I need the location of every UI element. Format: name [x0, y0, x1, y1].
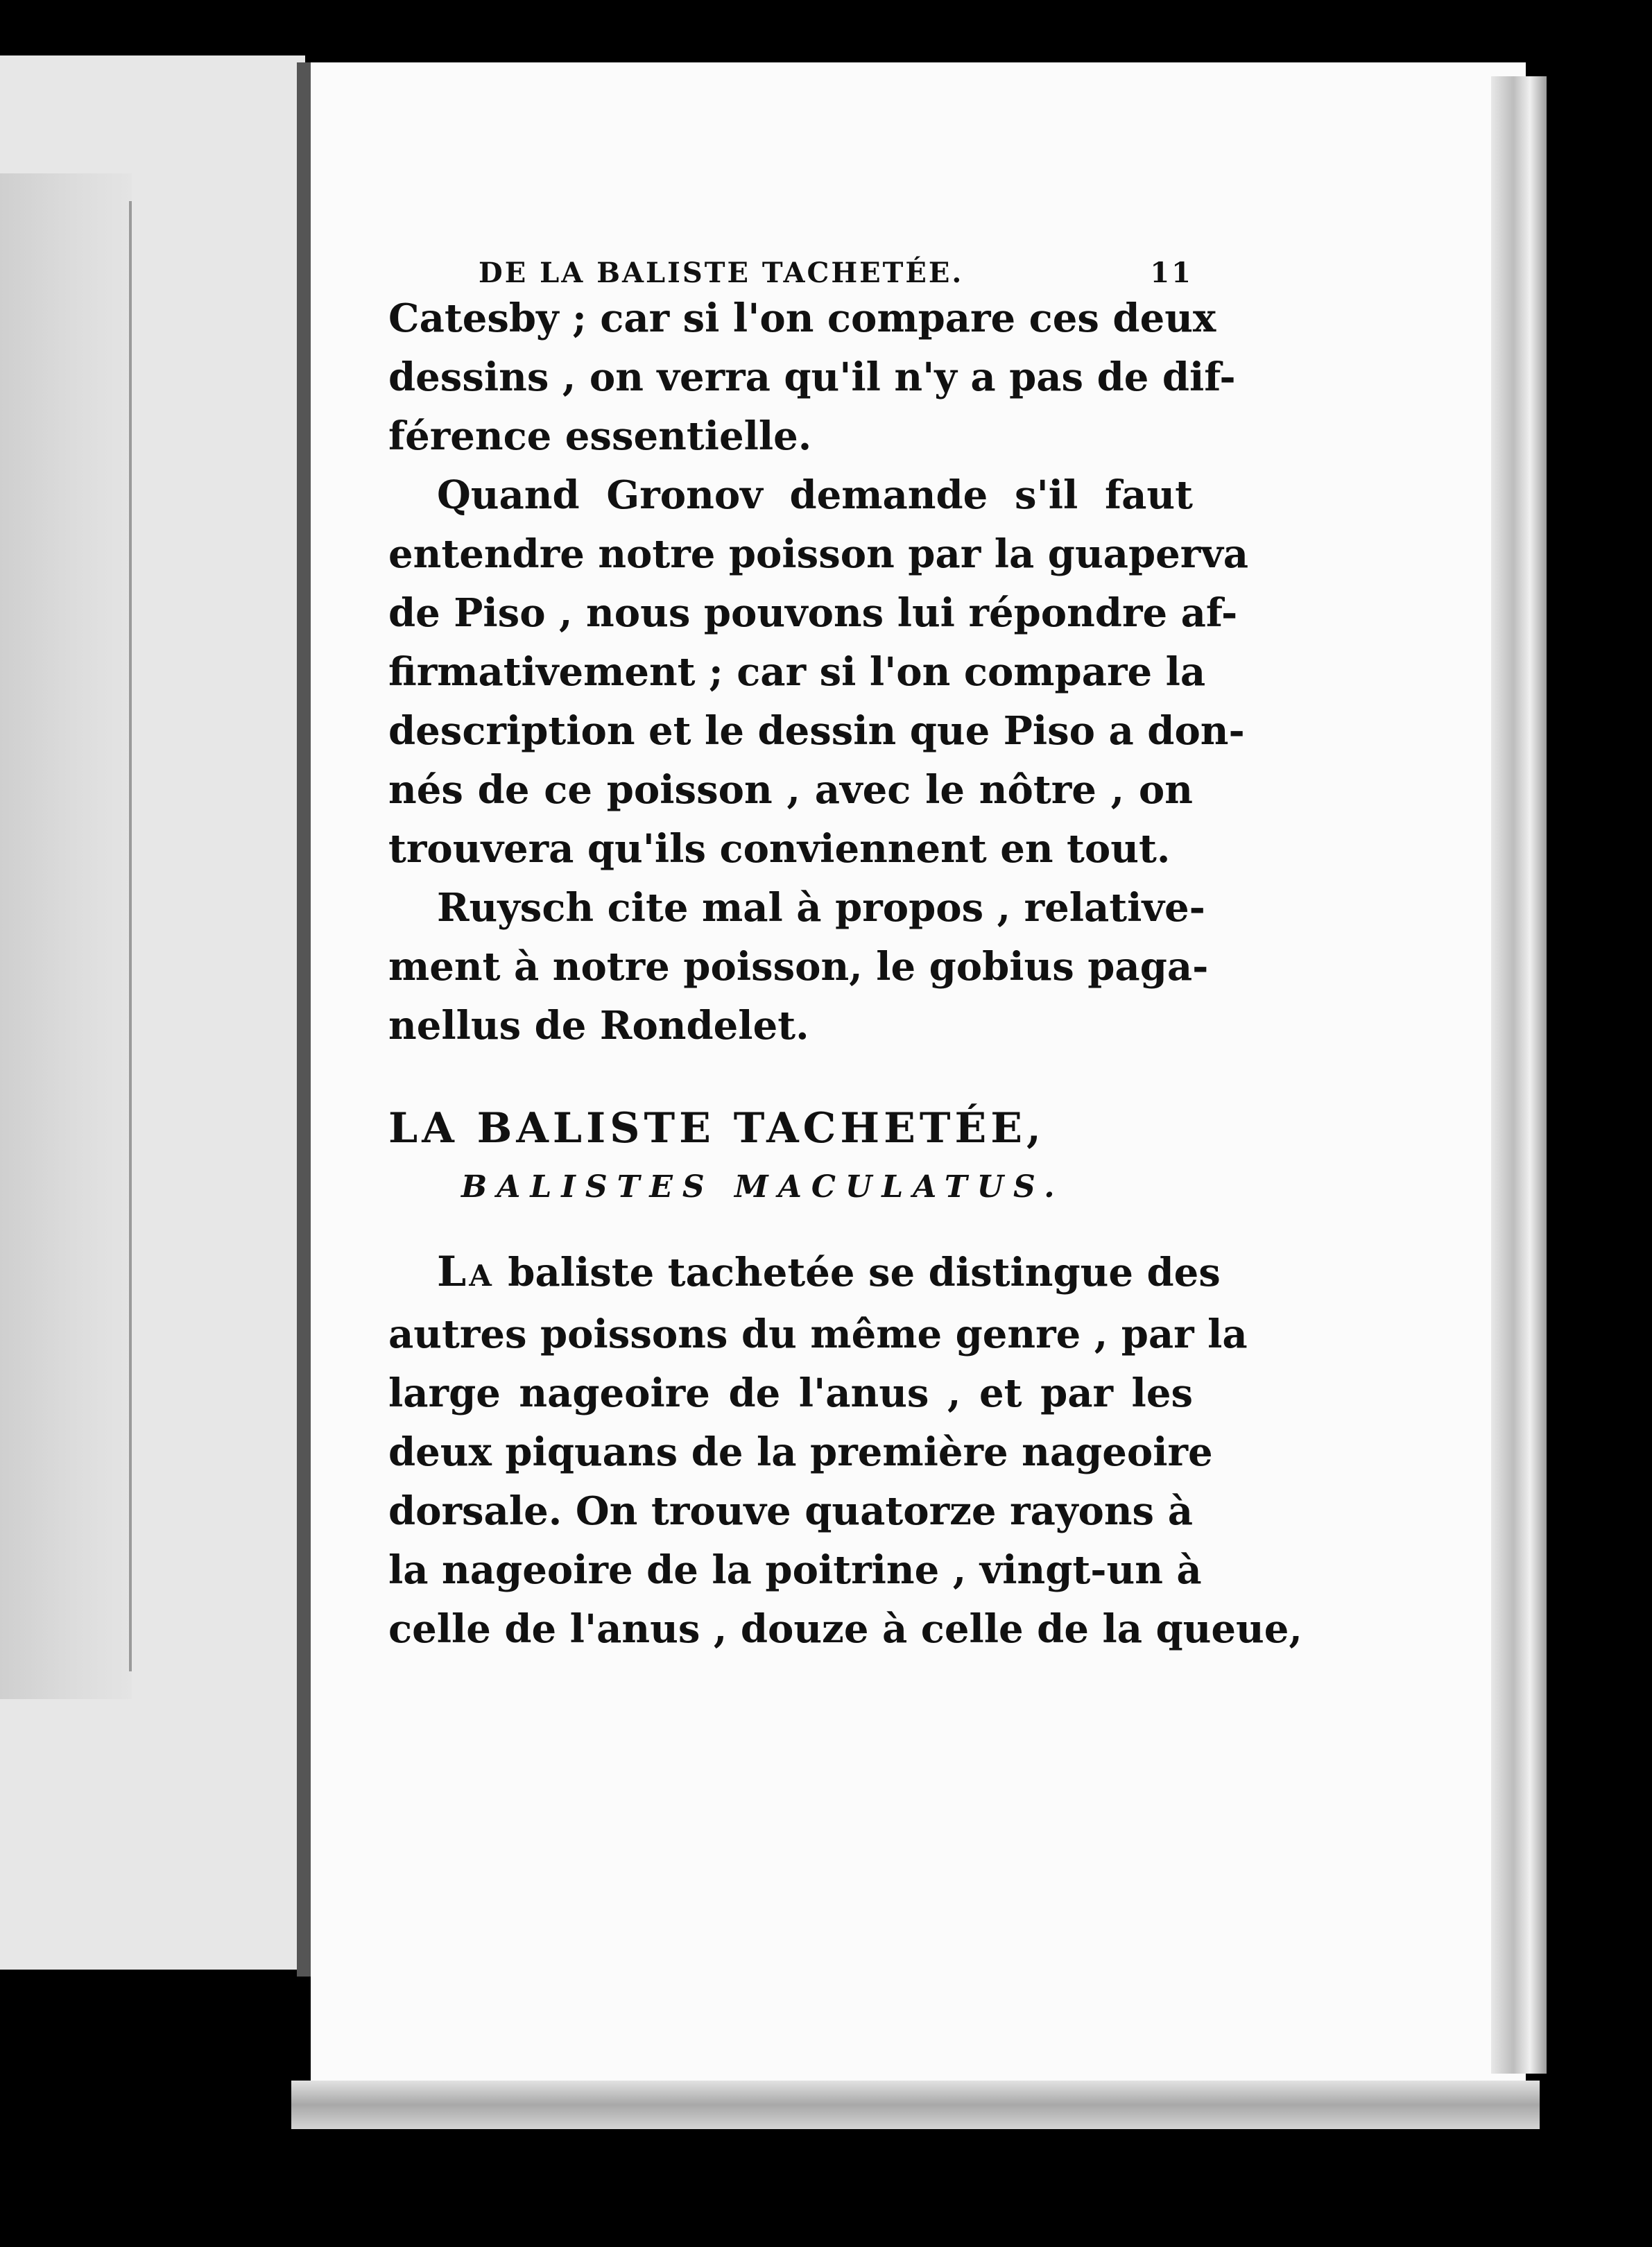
lead-initial — [437, 1248, 494, 1296]
text-line: Quand Gronov demande s'il faut — [437, 472, 1193, 518]
page-text — [388, 257, 1302, 1659]
section-title: LA BALISTE TACHETÉE, — [388, 1104, 1045, 1153]
text-line-first — [388, 1243, 1221, 1305]
running-head-title: DE LA BALISTE TACHETÉE. — [479, 257, 964, 289]
text-line: description et le dessin que Piso a don- — [388, 708, 1245, 754]
first-line-rest: baliste tachetée se distingue des — [508, 1250, 1221, 1295]
paragraph-4 — [388, 1243, 1302, 1659]
section-subtitle: BALISTES MACULATUS. — [461, 1169, 1065, 1205]
text-line: celle de l'anus , douze à celle de la queue, — [388, 1606, 1302, 1652]
illustration-border — [129, 201, 132, 1671]
paragraph-2 — [388, 466, 1249, 879]
facing-page-illustration — [0, 173, 132, 1699]
text-line: nés de ce poisson , avec le nôtre , on — [388, 767, 1193, 813]
text-line: de Piso , nous pouvons lui répondre af- — [388, 590, 1238, 636]
text-line: autres poissons du même genre , par la — [388, 1311, 1248, 1357]
text-line: dorsale. On trouve quatorze rayons à — [388, 1488, 1193, 1534]
page-fore-edge — [1491, 76, 1547, 2074]
text-line: deux piquans de la première nageoire — [388, 1429, 1213, 1475]
text-line: trouvera qu'ils conviennent en tout. — [388, 826, 1171, 872]
page-bottom-edge — [291, 2081, 1540, 2129]
lead-initial-big: L — [437, 1248, 470, 1296]
text-line: entendre notre poisson par la guaperva — [388, 531, 1249, 577]
text-line: nellus de Rondelet. — [388, 1003, 809, 1049]
text-line: Ruysch cite mal à propos , relative- — [437, 885, 1205, 931]
text-line: Catesby ; car si l'on compare ces deux — [388, 295, 1216, 341]
text-line: la nageoire de la poitrine , vingt-un à — [388, 1547, 1202, 1593]
text-line: firmativement ; car si l'on compare la — [388, 649, 1206, 695]
paragraph-1 — [388, 289, 1236, 466]
gutter-shadow — [297, 62, 312, 1977]
text-line: dessins , on verra qu'il n'y a pas de dif- — [388, 354, 1236, 400]
text-line: férence essentielle. — [388, 413, 812, 459]
text-line: large nageoire de l'anus , et par les — [388, 1370, 1193, 1416]
paragraph-3 — [388, 879, 1209, 1056]
running-head — [479, 257, 1193, 289]
lead-initial-small: A — [469, 1259, 494, 1293]
text-line: ment à notre poisson, le gobius paga- — [388, 944, 1209, 990]
page-number: 11 — [1150, 257, 1193, 289]
